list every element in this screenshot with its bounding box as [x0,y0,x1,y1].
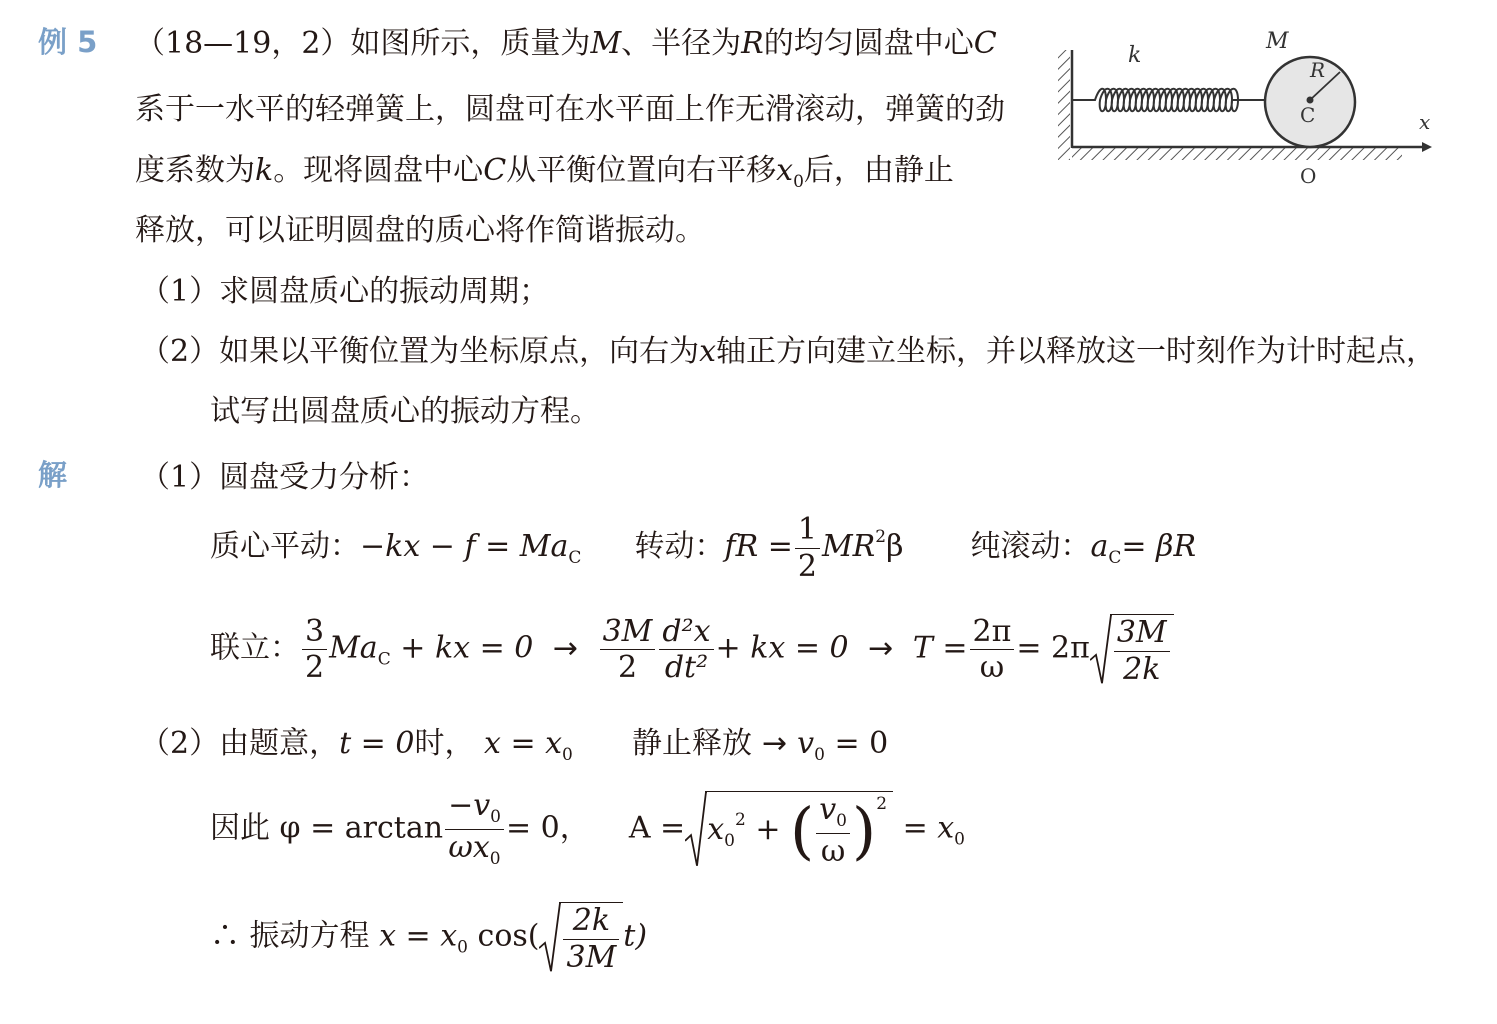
x-axis-arrow-icon [1422,142,1432,152]
numerator: 2π [970,616,1015,651]
subscript: 0 [814,745,825,765]
label-x: x [1419,110,1431,134]
problem-line-2: 系于一水平的轻弹簧上，圆盘可在水平面上作无滑滚动，弹簧的劲 [135,92,1005,127]
math: + kx = 0 [715,630,849,666]
text: 后，由静止 [803,153,954,188]
var-k: k [255,153,274,188]
arrow-icon: → [761,726,788,761]
problem-line-1 [135,18,997,62]
math: Ma [329,630,378,666]
denominator: 2 [305,650,325,685]
fraction [659,613,713,685]
math: v [797,726,815,761]
fraction [302,613,327,685]
wall-hatch [1058,50,1070,160]
text: 因此 [210,810,270,846]
fraction [970,613,1015,685]
numerator: 1 [795,514,820,549]
math: x [707,812,725,847]
denominator: 2k [1123,651,1161,687]
math: φ = arctan [279,810,444,846]
var-x: x [776,153,794,188]
fraction [795,514,820,582]
math: MR [821,529,876,564]
text: （2）如果以平衡位置为坐标原点，向右为 [140,334,700,369]
numerator: 3M [600,616,656,651]
fraction [600,613,656,685]
text: 的均匀圆盘中心 [763,26,974,61]
radical-sign-icon [685,791,707,868]
solution-part-2 [140,718,888,765]
fraction [563,905,619,973]
text: 质心平动： [210,529,360,564]
subscript: C [568,548,582,568]
subscript: 0 [490,807,501,827]
superscript: 2 [876,794,888,814]
math: A = [628,810,686,846]
numerator: −v [448,788,491,823]
math: fR = [724,529,793,564]
denominator: ω [820,834,846,870]
paren-right: ) [851,794,877,867]
paren-left: ( [790,794,815,867]
arrow-icon: → [552,630,579,666]
math: −kx − f = Ma [360,529,569,564]
numerator: d²x [659,616,713,651]
label-k: k [1128,43,1142,68]
final-equation [210,902,647,973]
question-1: （1）求圆盘质心的振动周期； [140,274,550,309]
square-root [539,902,623,973]
text: 静止释放 [631,726,752,761]
denominator: 2 [797,548,817,584]
text: 时， [414,726,475,761]
text: 联立： [210,630,300,666]
square-root [685,791,893,868]
subscript: 0 [457,937,468,958]
arrow-icon: → [868,630,894,666]
spring-disk-figure [1050,20,1450,190]
square-root [1090,614,1174,685]
subscript: 0 [724,831,735,851]
math: = 2π [1016,630,1090,666]
subscript: 0 [793,172,804,192]
math: t = 0 [339,726,415,761]
var-R: R [741,26,764,61]
numerator: 2k [563,905,619,940]
denominator: 2 [617,650,638,685]
text: 纯滚动： [970,529,1091,564]
text: 、半径为 [621,26,742,61]
math: = x [902,810,955,846]
var-M: M [590,26,622,61]
subscript: 0 [489,848,501,869]
equation-row-1 [210,514,1196,582]
var-x: x [699,334,717,369]
radical-sign-icon [1090,614,1112,685]
denominator: 3M [566,939,617,975]
problem-line-3 [135,145,954,192]
math: = βR [1121,529,1197,564]
math: + [755,812,781,847]
fraction [445,790,504,869]
numerator: v [819,792,837,828]
question-2-cont: 试写出圆盘质心的振动方程。 [210,394,600,429]
question-2 [140,326,1436,370]
math: T = [912,630,968,666]
numerator: 3M [1114,617,1170,652]
var-C: C [973,26,997,61]
subscript: 0 [562,745,573,765]
math: + kx = 0 [400,630,534,666]
phase-amplitude-line [210,790,965,869]
math: a [1090,529,1109,564]
label-O: O [1300,164,1317,188]
superscript: 2 [734,810,746,830]
denominator: ω [979,650,1005,685]
math: x = x [484,726,563,761]
solution-part-1: （1）圆盘受力分析： [140,460,430,495]
subscript: C [377,649,391,670]
superscript: 2 [875,527,887,547]
label-R: R [1310,58,1326,82]
math: cos( [477,918,540,954]
ground-hatch [1072,148,1402,160]
example-tag: 例 5 [38,25,98,59]
equation-row-2 [210,614,1174,685]
fraction [816,792,850,870]
text: 度系数为 [135,153,255,188]
radical-sign-icon [539,902,561,973]
math: β [886,529,904,564]
text: 轴正方向建立坐标，并以释放这一时刻作为计时起点， [716,334,1437,369]
denominator: dt² [664,650,709,685]
label-C: C [1300,103,1316,127]
text: 。现将圆盘中心 [273,153,484,188]
var-C: C [483,153,507,188]
math: x = x [379,918,458,954]
math: = 0 [834,726,889,761]
solution-tag: 解 [38,458,68,492]
problem-line-4: 释放，可以证明圆盘的质心将作简谐振动。 [135,213,705,248]
subscript: 0 [836,811,847,832]
text: 转动： [634,529,725,564]
label-M: M [1266,29,1289,54]
subscript: C [1108,548,1122,568]
text: ∴ 振动方程 [210,918,370,954]
denominator: ωx [448,829,490,865]
math: = 0， [505,810,590,846]
subscript: 0 [954,829,965,850]
text: 从平衡位置向右平移 [506,153,777,188]
text: （18—19，2）如图所示，质量为 [135,26,591,61]
numerator: 3 [302,616,327,651]
fraction [1114,617,1170,685]
text: （2）由题意， [140,726,340,761]
math: t) [623,918,648,954]
